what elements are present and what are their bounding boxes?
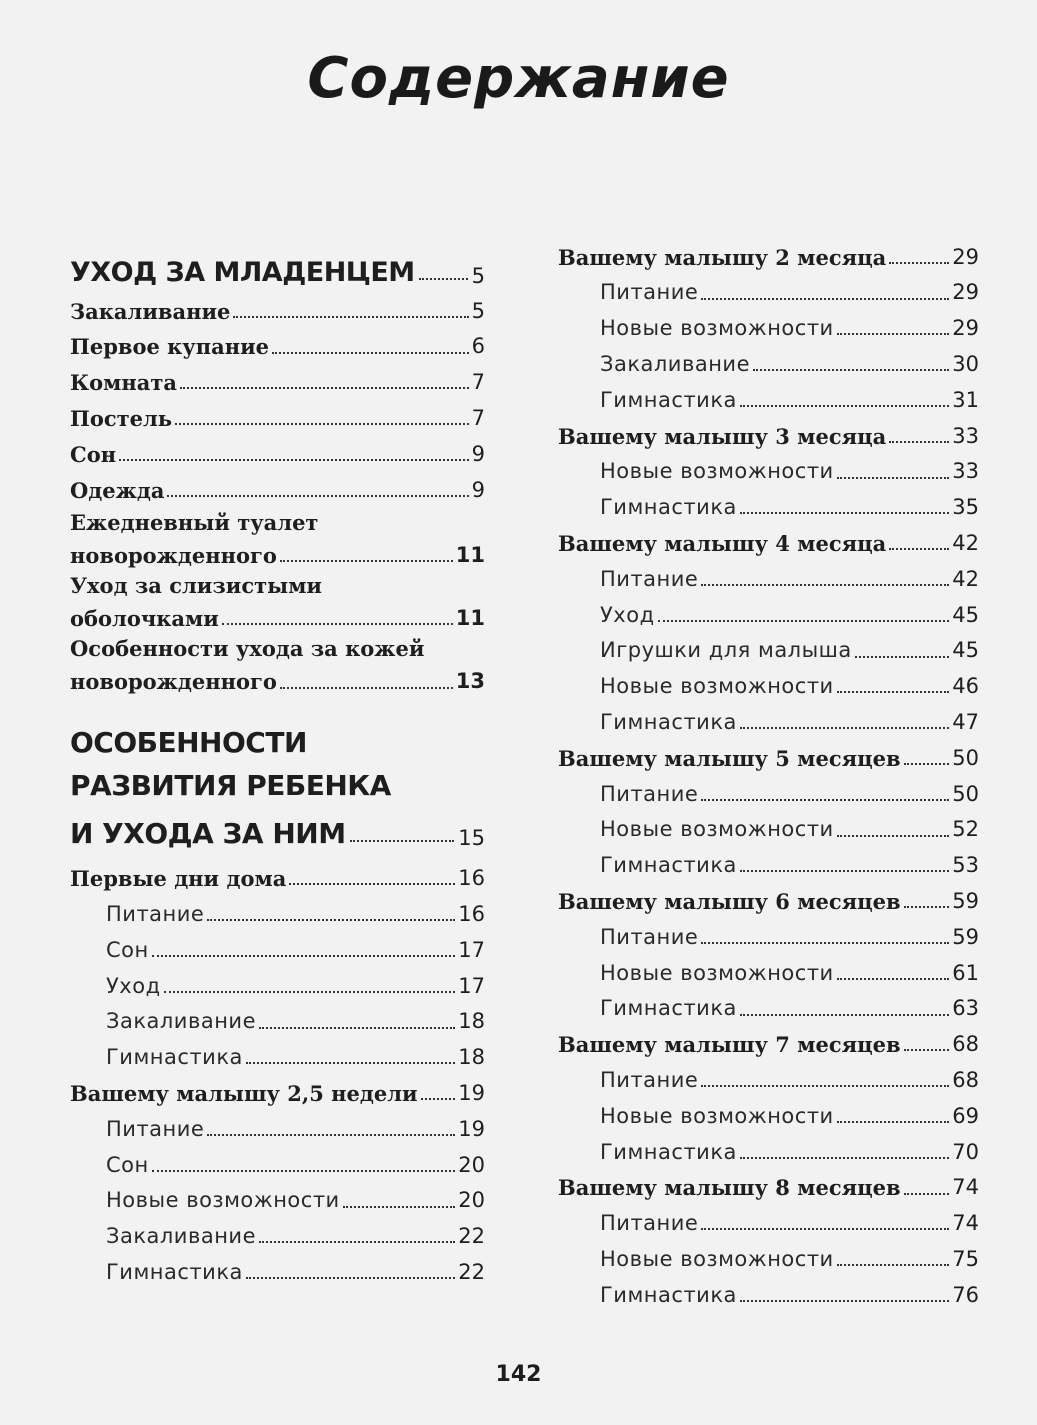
entry-label: Закаливание bbox=[70, 298, 231, 324]
left-column bbox=[70, 246, 485, 1285]
entry-label: Вашему малышу 3 месяца bbox=[558, 423, 887, 449]
toc-subentry[interactable] bbox=[70, 891, 485, 927]
toc-subentry[interactable] bbox=[558, 556, 979, 592]
page-ref: 35 bbox=[952, 495, 979, 520]
toc-subentry[interactable] bbox=[558, 914, 979, 950]
entry-label-line1: Ежедневный туалет bbox=[70, 509, 319, 535]
entry-label-line1: Особенности ухода за кожей bbox=[70, 636, 425, 662]
toc-subentry[interactable] bbox=[70, 1035, 485, 1071]
page-ref: 75 bbox=[952, 1246, 979, 1271]
dot-leader bbox=[280, 687, 453, 689]
dot-leader bbox=[246, 1277, 455, 1279]
toc-subentry[interactable] bbox=[558, 807, 979, 843]
entry-label: Новые возможности bbox=[600, 674, 834, 699]
page-ref: 29 bbox=[952, 244, 979, 269]
entry-label: Вашему малышу 7 месяцев bbox=[558, 1032, 901, 1058]
toc-subentry[interactable] bbox=[558, 950, 979, 986]
toc-subentry[interactable] bbox=[70, 1106, 485, 1142]
toc-group-heading[interactable] bbox=[70, 1070, 485, 1106]
dot-leader bbox=[701, 1228, 949, 1230]
entry-label: Сон bbox=[106, 937, 149, 962]
page-title: Содержание bbox=[307, 46, 730, 111]
page-ref: 17 bbox=[458, 937, 485, 962]
dot-leader bbox=[222, 623, 453, 625]
entry-label: Вашему малышу 5 месяцев bbox=[558, 745, 901, 771]
dot-leader bbox=[855, 656, 949, 658]
toc-subentry[interactable] bbox=[70, 927, 485, 963]
entry-label: Гимнастика bbox=[600, 709, 737, 734]
entry-label: Первые дни дома bbox=[70, 866, 287, 892]
entry-label: Игрушки для малыша bbox=[600, 638, 852, 663]
entry-label: Вашему малышу 4 месяца bbox=[558, 530, 887, 556]
dot-leader bbox=[740, 405, 949, 407]
dot-leader bbox=[837, 1264, 950, 1266]
toc-entry[interactable] bbox=[70, 431, 485, 467]
toc-subentry[interactable] bbox=[558, 1093, 979, 1129]
toc-subentry[interactable] bbox=[70, 1142, 485, 1178]
entry-label-line2: новорожденного bbox=[70, 542, 277, 568]
page-ref: 45 bbox=[952, 602, 979, 627]
dot-leader bbox=[837, 477, 950, 479]
page-ref: 22 bbox=[458, 1224, 485, 1249]
entry-label: Гимнастика bbox=[600, 1139, 737, 1164]
entry-label: Вашему малышу 2 месяца bbox=[558, 244, 887, 270]
dot-leader bbox=[889, 262, 949, 264]
dot-leader bbox=[167, 495, 468, 497]
section-label-line2: РАЗВИТИЯ РЕБЕНКА bbox=[70, 768, 391, 802]
entry-label: Гимнастика bbox=[600, 853, 737, 878]
dot-leader bbox=[701, 942, 949, 944]
dot-leader bbox=[207, 1134, 455, 1136]
dot-leader bbox=[701, 584, 949, 586]
dot-leader bbox=[837, 978, 950, 980]
page-ref: 17 bbox=[458, 973, 485, 998]
entry-label: Питание bbox=[600, 1211, 699, 1236]
page-ref: 31 bbox=[952, 387, 979, 412]
entry-label: Постель bbox=[70, 406, 173, 431]
page-ref: 29 bbox=[952, 316, 979, 341]
dot-leader bbox=[889, 548, 949, 550]
page-ref: 13 bbox=[455, 669, 485, 694]
dot-leader bbox=[740, 870, 949, 872]
page-ref: 5 bbox=[471, 264, 485, 288]
dot-leader bbox=[419, 278, 468, 280]
page-ref: 47 bbox=[952, 709, 979, 734]
entry-label: Одежда bbox=[70, 477, 165, 503]
toc-subentry[interactable] bbox=[70, 1214, 485, 1250]
page-number: 142 bbox=[495, 1362, 542, 1387]
toc-entry[interactable] bbox=[70, 288, 485, 324]
toc-group-heading[interactable] bbox=[70, 856, 485, 892]
toc-subentry[interactable] bbox=[558, 270, 979, 306]
toc-subentry[interactable] bbox=[558, 306, 979, 342]
page-ref: 30 bbox=[952, 352, 979, 376]
entry-label: Сон bbox=[106, 1152, 149, 1177]
dot-leader bbox=[904, 1049, 950, 1051]
toc-entry[interactable] bbox=[70, 467, 485, 503]
dot-leader bbox=[246, 1062, 455, 1064]
toc-group-heading[interactable] bbox=[558, 520, 979, 556]
page-ref: 19 bbox=[458, 1081, 485, 1106]
toc-entry[interactable] bbox=[70, 324, 485, 360]
entry-label: Вашему малышу 6 месяцев bbox=[558, 888, 901, 914]
page-ref: 6 bbox=[471, 334, 485, 359]
dot-leader bbox=[180, 387, 469, 389]
entry-label: Сон bbox=[70, 441, 117, 467]
entry-label: Вашему малышу 8 месяцев bbox=[558, 1175, 901, 1201]
dot-leader bbox=[753, 369, 949, 371]
toc-subentry[interactable] bbox=[70, 1178, 485, 1214]
dot-leader bbox=[259, 1241, 455, 1243]
section-line3 bbox=[70, 807, 485, 850]
toc-group-heading[interactable] bbox=[558, 413, 979, 449]
page-ref: 11 bbox=[455, 606, 485, 631]
toc-subentry[interactable] bbox=[558, 664, 979, 700]
entry-label: Уход bbox=[106, 973, 161, 998]
dot-leader bbox=[207, 919, 455, 921]
page-ref: 52 bbox=[952, 817, 979, 842]
page-ref: 76 bbox=[952, 1282, 979, 1307]
toc-entry-multiline[interactable] bbox=[70, 509, 485, 568]
dot-leader bbox=[272, 352, 469, 354]
page-ref: 22 bbox=[458, 1260, 485, 1285]
entry-label: Гимнастика bbox=[600, 996, 737, 1021]
entry-label: Питание bbox=[600, 566, 699, 591]
page-ref: 9 bbox=[471, 441, 485, 466]
page-ref: 46 bbox=[952, 674, 979, 699]
toc-subentry[interactable] bbox=[558, 1201, 979, 1237]
entry-label: Вашему малышу 2,5 недели bbox=[70, 1081, 418, 1107]
toc-subentry[interactable] bbox=[70, 1249, 485, 1285]
entry-label: Закаливание bbox=[106, 1009, 256, 1034]
dot-leader bbox=[289, 883, 455, 885]
toc-subentry[interactable] bbox=[558, 485, 979, 521]
toc-subentry[interactable] bbox=[558, 628, 979, 664]
entry-label: Закаливание bbox=[600, 352, 750, 376]
section-label-line3: И УХОДА ЗА НИМ bbox=[70, 816, 346, 850]
dot-leader bbox=[152, 1170, 456, 1172]
entry-label: Питание bbox=[600, 924, 699, 949]
page-ref: 9 bbox=[471, 477, 485, 502]
toc-subentry[interactable] bbox=[558, 1272, 979, 1308]
toc-subentry[interactable] bbox=[558, 1129, 979, 1165]
page-ref: 5 bbox=[471, 298, 485, 323]
dot-leader bbox=[837, 835, 950, 837]
entry-label: Новые возможности bbox=[600, 316, 834, 341]
toc-subentry[interactable] bbox=[558, 341, 979, 377]
page-ref: 42 bbox=[952, 530, 979, 555]
entry-label-line2: новорожденного bbox=[70, 669, 277, 695]
page-ref: 45 bbox=[952, 638, 979, 663]
page-ref: 74 bbox=[952, 1175, 979, 1200]
page-ref: 15 bbox=[458, 825, 485, 850]
dot-leader bbox=[904, 763, 950, 765]
dot-leader bbox=[259, 1027, 455, 1029]
entry-label: Новые возможности bbox=[600, 1103, 834, 1128]
toc-section-heading[interactable] bbox=[70, 246, 485, 288]
dot-leader bbox=[119, 459, 469, 461]
page-ref: 59 bbox=[952, 924, 979, 949]
toc-subentry[interactable] bbox=[558, 1236, 979, 1272]
dot-leader bbox=[658, 620, 950, 622]
page-ref: 18 bbox=[458, 1045, 485, 1070]
dot-leader bbox=[904, 906, 950, 908]
page-ref: 70 bbox=[952, 1139, 979, 1164]
entry-label: Гимнастика bbox=[600, 1282, 737, 1307]
dot-leader bbox=[152, 955, 456, 957]
page-ref: 68 bbox=[952, 1032, 979, 1057]
toc-subentry[interactable] bbox=[558, 449, 979, 485]
page-ref: 61 bbox=[952, 960, 979, 985]
entry-label: Новые возможности bbox=[600, 817, 834, 842]
toc-group-heading[interactable] bbox=[558, 878, 979, 914]
page-ref: 33 bbox=[952, 423, 979, 448]
page-ref: 63 bbox=[952, 996, 979, 1021]
toc-subentry[interactable] bbox=[558, 986, 979, 1022]
dot-leader bbox=[740, 727, 949, 729]
dot-leader bbox=[740, 1014, 949, 1016]
entry-label: Питание bbox=[600, 280, 699, 305]
entry-label: Новые возможности bbox=[600, 1246, 834, 1271]
toc-entry-line2 bbox=[70, 599, 485, 631]
page-ref: 33 bbox=[952, 459, 979, 484]
toc-group-heading[interactable] bbox=[558, 1022, 979, 1058]
page-ref: 16 bbox=[458, 866, 485, 891]
entry-label: Гимнастика bbox=[106, 1260, 243, 1285]
dot-leader bbox=[701, 1085, 949, 1087]
dot-leader bbox=[421, 1098, 456, 1100]
toc-subentry[interactable] bbox=[70, 963, 485, 999]
section-label-line1: ОСОБЕННОСТИ bbox=[70, 725, 307, 759]
entry-label: Питание bbox=[600, 781, 699, 806]
entry-label: Питание bbox=[106, 1116, 205, 1141]
entry-label: Новые возможности bbox=[600, 459, 834, 484]
toc-group-heading[interactable] bbox=[558, 234, 979, 270]
dot-leader bbox=[233, 316, 468, 318]
page-ref: 59 bbox=[952, 888, 979, 913]
toc-subentry[interactable] bbox=[558, 592, 979, 628]
toc-subentry[interactable] bbox=[558, 843, 979, 879]
toc-subentry[interactable] bbox=[558, 771, 979, 807]
dot-leader bbox=[740, 1157, 949, 1159]
page-ref: 69 bbox=[952, 1103, 979, 1128]
entry-label: Гимнастика bbox=[600, 387, 737, 412]
page-ref: 53 bbox=[952, 853, 979, 878]
dot-leader bbox=[889, 441, 949, 443]
right-column bbox=[558, 234, 979, 1308]
toc-subentry[interactable] bbox=[558, 377, 979, 413]
toc-entry-line2 bbox=[70, 663, 485, 695]
entry-label: Первое купание bbox=[70, 334, 270, 360]
entry-label: Закаливание bbox=[106, 1224, 256, 1249]
entry-label: Питание bbox=[600, 1067, 699, 1092]
entry-label: Гимнастика bbox=[600, 495, 737, 520]
page-ref: 20 bbox=[458, 1152, 485, 1177]
page-ref: 42 bbox=[952, 566, 979, 591]
dot-leader bbox=[740, 512, 949, 514]
toc-entry[interactable] bbox=[70, 360, 485, 396]
entry-label-line2: оболочками bbox=[70, 606, 219, 632]
page-ref: 20 bbox=[458, 1188, 485, 1213]
dot-leader bbox=[164, 991, 456, 993]
toc-subentry[interactable] bbox=[558, 699, 979, 735]
entry-label: Уход bbox=[600, 602, 655, 627]
page-ref: 7 bbox=[471, 406, 485, 430]
dot-leader bbox=[740, 1300, 949, 1302]
dot-leader bbox=[837, 1121, 950, 1123]
toc-entry-multiline[interactable] bbox=[70, 635, 485, 694]
toc-entry[interactable] bbox=[70, 395, 485, 431]
entry-label: Новые возможности bbox=[106, 1188, 340, 1213]
entry-label-line1: Уход за слизистыми bbox=[70, 573, 323, 599]
page-ref: 16 bbox=[458, 902, 485, 927]
toc-group-heading[interactable] bbox=[558, 1165, 979, 1201]
section-label: УХОД ЗА МЛАДЕНЦЕМ bbox=[70, 257, 415, 288]
dot-leader bbox=[350, 840, 455, 842]
toc-entry-multiline[interactable] bbox=[70, 572, 485, 631]
dot-leader bbox=[701, 298, 949, 300]
toc-entry-line2 bbox=[70, 536, 485, 568]
toc-subentry[interactable] bbox=[70, 999, 485, 1035]
entry-label: Комната bbox=[70, 370, 177, 396]
toc-subentry[interactable] bbox=[558, 1057, 979, 1093]
dot-leader bbox=[904, 1193, 950, 1195]
entry-label: Новые возможности bbox=[600, 960, 834, 985]
toc-section-heading[interactable] bbox=[70, 721, 485, 850]
page-ref: 74 bbox=[952, 1211, 979, 1236]
page-ref: 50 bbox=[952, 781, 979, 806]
page-ref: 18 bbox=[458, 1009, 485, 1034]
dot-leader bbox=[837, 333, 950, 335]
page-ref: 29 bbox=[952, 280, 979, 305]
page-ref: 7 bbox=[471, 370, 485, 395]
page-ref: 50 bbox=[952, 745, 979, 770]
dot-leader bbox=[280, 560, 453, 562]
page-ref: 19 bbox=[458, 1116, 485, 1141]
toc-group-heading[interactable] bbox=[558, 735, 979, 771]
dot-leader bbox=[837, 691, 950, 693]
dot-leader bbox=[701, 799, 949, 801]
page-ref: 68 bbox=[952, 1067, 979, 1092]
page-ref: 11 bbox=[455, 542, 485, 567]
entry-label: Питание bbox=[106, 902, 205, 927]
dot-leader bbox=[175, 423, 469, 425]
dot-leader bbox=[343, 1206, 456, 1208]
entry-label: Гимнастика bbox=[106, 1045, 243, 1070]
